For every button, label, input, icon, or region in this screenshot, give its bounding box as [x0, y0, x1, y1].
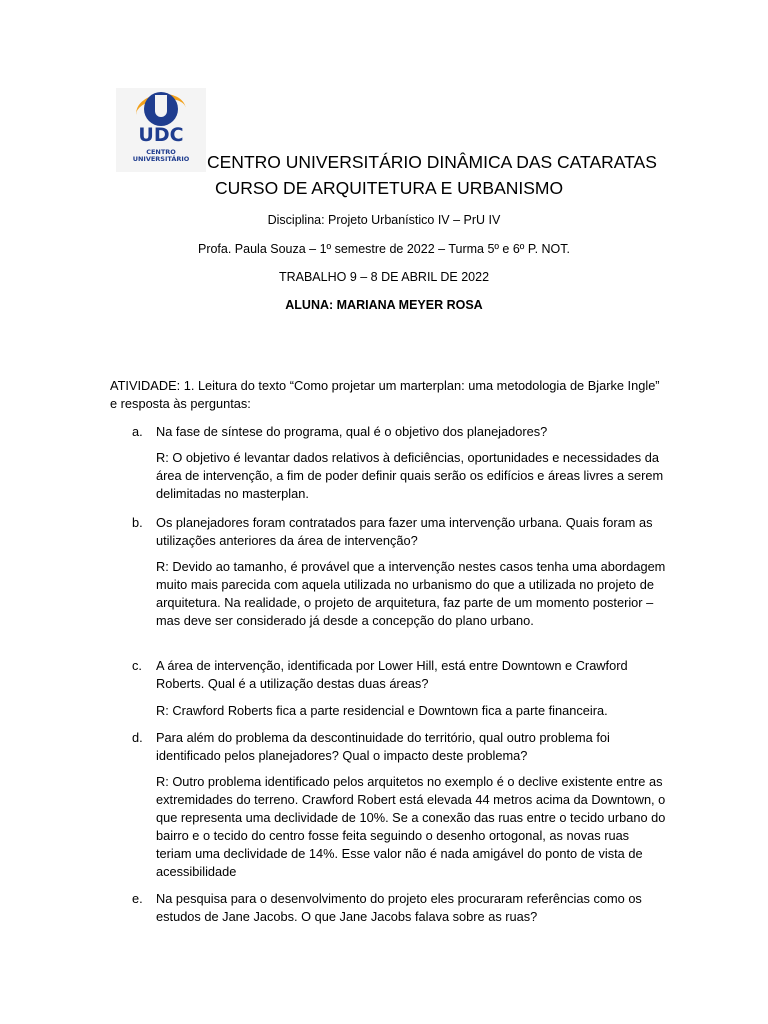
question-text: Na pesquisa para o desenvolvimento do projeto eles procuraram referências como os estudos de Jane Jacobs. O que Jane Jacobs falava sobre as ruas? [156, 891, 642, 924]
question-text: Os planejadores foram contratados para fazer uma intervenção urbana. Quais foram as utilizações anteriores da área de intervenção? [156, 515, 653, 548]
question-text: A área de intervenção, identificada por Lower Hill, está entre Downtown e Crawford Roberts. Qual é a utilização destas duas áreas? [156, 658, 628, 691]
question-label: a. [132, 424, 143, 439]
professor-line: Profa. Paula Souza – 1º semestre de 2022 – Turma 5º e 6º P. NOT. [197, 242, 570, 256]
question-label: b. [132, 515, 143, 530]
question-label: c. [132, 658, 142, 673]
question-label: d. [132, 730, 143, 745]
answer-c: R: Crawford Roberts fica a parte residencial e Downtown fica a parte financeira. [156, 703, 608, 718]
institution-title: CENTRO UNIVERSITÁRIO DINÂMICA DAS CATARATAS [207, 152, 657, 172]
question-text: Na fase de síntese do programa, qual é o objetivo dos planejadores? [156, 424, 548, 439]
logo-ring-icon [144, 92, 178, 126]
assignment-line: TRABALHO 9 – 8 DE ABRIL DE 2022 [278, 270, 490, 284]
discipline-line: Disciplina: Projeto Urbanístico IV – PrU IV [267, 213, 501, 227]
activity-intro: ATIVIDADE: 1. Leitura do texto “Como projetar um marterplan: uma metodologia de Bjarke Ingle” e resposta às perguntas: [110, 378, 660, 411]
question-text: Para além do problema da descontinuidade do território, qual outro problema foi identificado pelos planejadores? Qual o impacto deste problema? [156, 730, 610, 763]
logo-text: UDC [138, 124, 184, 146]
answer-b: R: Devido ao tamanho, é provável que a intervenção nestes casos tenha uma abordagem muito mais parecida com aquela utilizada no urbanismo do que a utilizada no projeto de arquitetura. Na realidade, o projeto de arquitetura, faz parte de um momento posterior – mas deve ser considerado já desde a concepção do plano urbano. [156, 559, 666, 628]
answer-d: R: Outro problema identificado pelos arquitetos no exemplo é o declive existente entre as extremidades do terreno. Crawford Robert está elevada 44 metros acima da Downtown, o que representa uma declividade de 10%. Se a conexão das ruas entre o tecido urbano do bairro e o tecido do centro fosse feita seguindo o desenho ortogonal, as novas ruas teriam uma declividade de 14%. Esse valor não é nada amigável do ponto de vista de acessibilidade [156, 774, 666, 879]
course-title: CURSO DE ARQUITETURA E URBANISMO [215, 178, 564, 198]
answer-a: R: O objetivo é levantar dados relativos à deficiências, oportunidades e necessidades da área de intervenção, a fim de poder definir quais serão os edifícios e áreas livres a serem delimitadas no masterplan. [156, 450, 664, 501]
question-label: e. [132, 891, 143, 906]
logo-subtitle: CENTRO UNIVERSITÁRIO [132, 148, 190, 163]
udc-logo [116, 88, 206, 172]
student-line: ALUNA: MARIANA MEYER ROSA [285, 298, 483, 312]
